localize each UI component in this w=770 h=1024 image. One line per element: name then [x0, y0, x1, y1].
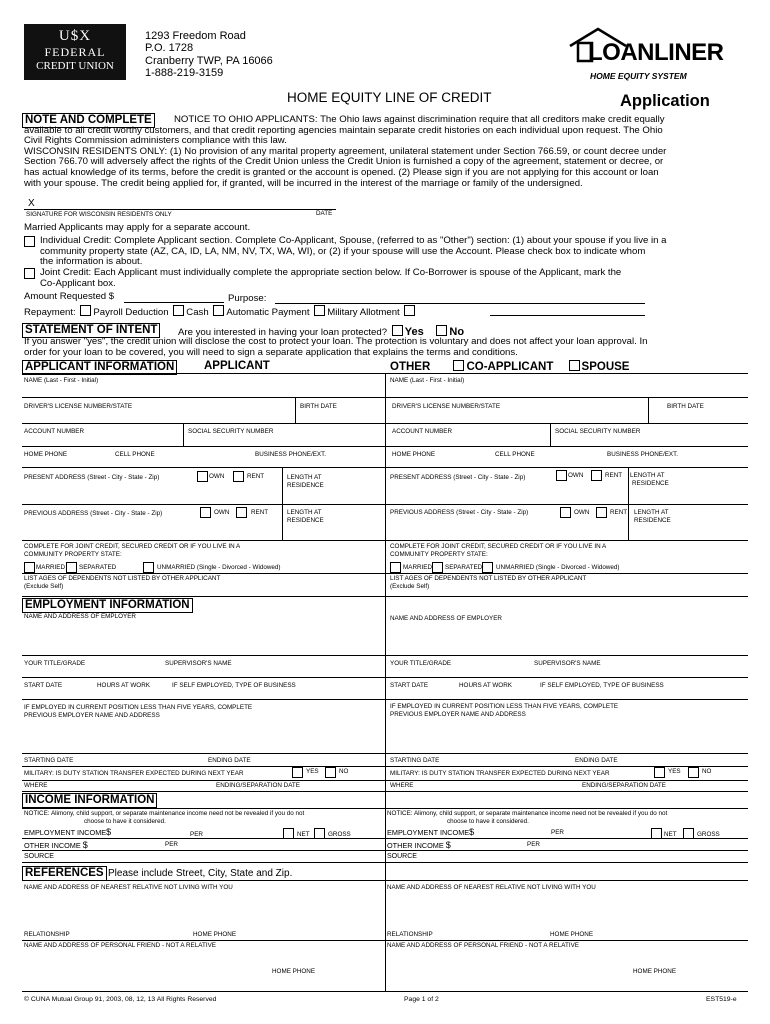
credit-union-address [145, 30, 273, 79]
section-heading-employment: EMPLOYMENT INFORMATION [22, 598, 193, 613]
grid-line [282, 467, 283, 540]
other-business-phone-label: BUSINESS PHONE/EXT. [607, 451, 679, 458]
grid-line [550, 423, 551, 446]
loanliner-logo [568, 26, 743, 84]
joint-line1: Joint Credit: Each Applicant must individually complete the appropriate section below. If Co-Borrower is spouse of the Applicant, mark the [40, 267, 622, 278]
other-present-rent-checkbox[interactable] [591, 470, 602, 481]
other-previous-length-label [634, 509, 671, 524]
grid-line [22, 991, 748, 992]
other-where-label: WHERE [390, 782, 414, 789]
other-ending-date-label: ENDING DATE [575, 757, 618, 764]
applicant-separated-label: SEPARATED [79, 564, 117, 571]
logo-line2: FEDERAL [44, 45, 106, 59]
length-line2: RESIDENCE [287, 481, 324, 489]
other-previous-address-label: PREVIOUS ADDRESS (Street - City - State - Zip) [390, 509, 529, 516]
co-applicant-label: CO-APPLICANT [466, 361, 554, 373]
other-present-length-label [630, 472, 669, 487]
individual-credit-text [40, 236, 745, 268]
dollar-sign: $ [469, 827, 475, 837]
prev-line1: IF EMPLOYED IN CURRENT POSITION LESS THAN FIVE YEARS, COMPLETE [390, 703, 619, 710]
married-applicants-note: Married Applicants may apply for a separate account. [24, 222, 251, 233]
other-ending-sep-label: ENDING/SEPARATION DATE [582, 782, 666, 789]
applicant-separated-checkbox[interactable] [66, 562, 77, 573]
applicant-net-checkbox[interactable] [283, 828, 294, 839]
other-friend-label: NAME AND ADDRESS OF PERSONAL FRIEND - NOT A RELATIVE [387, 942, 579, 949]
length-line2: RESIDENCE [287, 516, 324, 524]
other-net-checkbox[interactable] [651, 828, 662, 839]
applicant-relationship-label: RELATIONSHIP [24, 931, 70, 938]
intent-yes-checkbox[interactable] [392, 325, 403, 336]
individual-credit-checkbox[interactable] [24, 236, 35, 247]
applicant-previous-own-label: OWN [214, 509, 230, 516]
applicant-present-own-label: OWN [209, 473, 225, 480]
applicant-income-notice [24, 810, 304, 825]
applicant-ending-date-label: ENDING DATE [208, 757, 251, 764]
intent-line2: order for your loan to be covered, you will need to sign a separate application that explains the terms and conditions. [24, 346, 518, 358]
applicant-previous-address-label: PREVIOUS ADDRESS (Street - City - State - Zip) [24, 510, 163, 517]
applicant-dependents-label [24, 575, 220, 590]
prev-line2: PREVIOUS EMPLOYER NAME AND ADDRESS [390, 710, 526, 718]
community-line1: COMPLETE FOR JOINT CREDIT, SECURED CREDIT OR IF YOU LIVE IN A [390, 543, 607, 550]
other-military-yes-checkbox[interactable] [654, 767, 665, 778]
applicant-military-yes-label: YES [306, 768, 319, 775]
applicant-per-label: PER [190, 831, 203, 838]
grid-line [648, 397, 649, 423]
applicant-present-rent-label: RENT [247, 473, 265, 480]
length-line2: RESIDENCE [632, 479, 669, 487]
other-separated-checkbox[interactable] [432, 562, 443, 573]
wisconsin-line3: has actual knowledge of its terms, before the credit is granted or the account is opened. (2) Please sign if you are not applying for this account or loan [24, 166, 659, 178]
logo-line1: U$X [58, 28, 92, 44]
payroll-deduction-label: Payroll Deduction [93, 307, 169, 318]
repayment-label: Repayment: [24, 307, 76, 318]
applicant-military-no-checkbox[interactable] [325, 767, 336, 778]
applicant-employer-label: NAME AND ADDRESS OF EMPLOYER [24, 613, 136, 620]
other-start-label: START DATE [390, 682, 429, 689]
amount-requested-field[interactable] [124, 302, 224, 303]
other-cell-phone-label: CELL PHONE [495, 451, 535, 458]
applicant-present-own-checkbox[interactable] [197, 471, 208, 482]
signature-line[interactable] [24, 209, 336, 210]
length-line1: LENGTH AT [630, 472, 665, 479]
applicant-license-label: DRIVER'S LICENSE NUMBER/STATE [24, 403, 133, 410]
applicant-cell-phone-label: CELL PHONE [115, 451, 155, 458]
other-gross-label: GROSS [697, 831, 720, 838]
amount-requested-label: Amount Requested $ [24, 291, 115, 302]
applicant-other-per-label: PER [165, 841, 178, 848]
wisconsin-line4: with your spouse. The credit being applied for, if granted, will be incurred in the interest of the marriage or family of the undersigned. [24, 177, 583, 189]
applicant-friend-label: NAME AND ADDRESS OF PERSONAL FRIEND - NOT A RELATIVE [24, 942, 216, 949]
ohio-line2: available to all credit worthy customers, and that credit reporting agencies maintain separate credit histories on each individual upon request. The Ohio [24, 124, 663, 136]
spouse-checkbox[interactable] [569, 360, 580, 371]
applicant-gross-checkbox[interactable] [314, 828, 325, 839]
other-income-label: OTHER INCOME [24, 841, 81, 850]
copyright: © CUNA Mutual Group 91, 2003, 08, 12, 13 All Rights Reserved [24, 996, 217, 1003]
applicant-ref-home-phone-label: HOME PHONE [193, 931, 237, 938]
applicant-unmarried-checkbox[interactable] [143, 562, 154, 573]
applicant-married-label: MARRIED [36, 564, 66, 571]
dependents-line1: LIST AGES OF DEPENDENTS NOT LISTED BY OTHER APPLICANT [24, 575, 221, 582]
other-prev-employer-label [390, 703, 618, 718]
applicant-emp-income-row [24, 827, 111, 838]
other-ssn-label: SOCIAL SECURITY NUMBER [555, 428, 641, 435]
other-income-notice [387, 810, 667, 825]
dependents-line2: (Exclude Self) [390, 582, 430, 590]
joint-credit-checkbox[interactable] [24, 268, 35, 279]
address-line2: P.O. 1728 [145, 42, 194, 55]
brand-name: LOANLINER [588, 39, 724, 66]
wisconsin-line1: WISCONSIN RESIDENTS ONLY: (1) No provision of any marital property agreement, unilateral statement under Section 766.59, or count decree under [24, 145, 667, 157]
payroll-deduction-checkbox[interactable] [80, 305, 91, 316]
intent-no-checkbox[interactable] [436, 325, 447, 336]
address-line1: 1293 Freedom Road [145, 30, 246, 42]
applicant-account-label: ACCOUNT NUMBER [24, 428, 85, 435]
emp-income-label: EMPLOYMENT INCOME [387, 828, 470, 837]
applicant-community-label [24, 543, 240, 558]
other-friend-phone-label: HOME PHONE [633, 968, 677, 975]
section-heading-references: REFERENCES [22, 866, 107, 881]
other-present-own-label: OWN [568, 472, 584, 479]
page-number: Page 1 of 2 [404, 996, 439, 1003]
applicant-other-income-row [24, 840, 88, 850]
purpose-field[interactable] [275, 303, 645, 304]
form-title: HOME EQUITY LINE OF CREDIT [287, 90, 492, 105]
applicant-birth-label: BIRTH DATE [300, 403, 337, 410]
applicant-present-rent-checkbox[interactable] [233, 471, 244, 482]
applicant-home-phone-label: HOME PHONE [24, 451, 68, 458]
other-account-label: ACCOUNT NUMBER [392, 428, 453, 435]
date-label: DATE [316, 210, 333, 217]
signature-label: SIGNATURE FOR WISCONSIN RESIDENTS ONLY [26, 211, 172, 218]
other-present-rent-label: RENT [605, 472, 623, 479]
grid-line [628, 467, 629, 540]
joint-credit-text [40, 268, 745, 289]
wisconsin-line2: Section 766.70 will adversely affect the rights of the Credit Union unless the Credit Union is furnished a copy of the agreement, statement or decree, or [24, 156, 664, 168]
other-married-checkbox[interactable] [390, 562, 401, 573]
dollar-sign: $ [445, 840, 451, 850]
intent-line1: If you answer "yes", the credit union will disclose the cost to protect your loan. The protection is voluntary and does not affect your loan approval. In [24, 336, 648, 347]
cash-label: Cash [186, 307, 209, 318]
section-heading-applicant: APPLICANT INFORMATION [22, 360, 177, 375]
address-line3: Cranberry TWP, PA 16066 [145, 54, 273, 67]
applicant-previous-own-checkbox[interactable] [200, 507, 211, 518]
form-number: EST519-e [706, 996, 737, 1003]
applicant-military-no-label: NO [339, 768, 349, 775]
other-previous-rent-checkbox[interactable] [596, 507, 607, 518]
applicant-military-label: MILITARY: IS DUTY STATION TRANSFER EXPECTED DURING NEXT YEAR [24, 770, 244, 777]
other-supervisor-label: SUPERVISOR'S NAME [534, 660, 601, 667]
applicant-previous-rent-label: RENT [251, 509, 269, 516]
other-relationship-label: RELATIONSHIP [387, 931, 433, 938]
other-present-address-label: PRESENT ADDRESS (Street - City - State - Zip) [390, 474, 526, 481]
applicant-where-label: WHERE [24, 782, 48, 789]
applicant-name-label: NAME (Last - First - Initial) [24, 377, 99, 384]
grid-line [385, 373, 386, 991]
signature-x: X [28, 198, 35, 209]
spouse-label: SPOUSE [581, 361, 630, 373]
other-other-per-label: PER [527, 841, 540, 848]
applicant-title-label: YOUR TITLE/GRADE [24, 660, 86, 667]
applicant-unmarried-label: UNMARRIED (Single - Divorced - Widowed) [157, 564, 281, 571]
other-net-label: NET [664, 831, 677, 838]
dollar-sign: $ [106, 827, 112, 837]
other-license-label: DRIVER'S LICENSE NUMBER/STATE [392, 403, 501, 410]
applicant-present-address-label: PRESENT ADDRESS (Street - City - State - Zip) [24, 474, 160, 481]
other-unmarried-checkbox[interactable] [482, 562, 493, 573]
applicant-net-label: NET [297, 831, 310, 838]
applicant-ending-sep-label: ENDING/SEPARATION DATE [216, 782, 300, 789]
repayment-row [24, 305, 417, 319]
applicant-col-label: APPLICANT [204, 360, 270, 372]
cash-checkbox[interactable] [173, 305, 184, 316]
intent-question: Are you interested in having your loan protected? [178, 327, 388, 338]
other-name-label: NAME (Last - First - Initial) [390, 377, 465, 384]
grid-line [295, 397, 296, 423]
other-repayment-checkbox[interactable] [404, 305, 415, 316]
other-self-label: IF SELF EMPLOYED, TYPE OF BUSINESS [540, 682, 664, 689]
other-separated-label: SEPARATED [445, 564, 483, 571]
references-instruction: Please include Street, City, State and Zip. [108, 868, 293, 879]
ohio-line3: Civil Rights Commission administers compliance with this law. [24, 135, 287, 147]
community-line2: COMMUNITY PROPERTY STATE: [24, 550, 122, 558]
other-col-header [390, 360, 629, 373]
grid-line [183, 423, 184, 446]
applicant-relative-label: NAME AND ADDRESS OF NEAREST RELATIVE NOT LIVING WITH YOU [24, 884, 233, 891]
ohio-line1: NOTICE TO OHIO APPLICANTS: The Ohio laws against discrimination require that all creditors make credit equally [174, 114, 665, 125]
applicant-previous-rent-checkbox[interactable] [236, 507, 247, 518]
intent-yes-label: Yes [404, 326, 424, 338]
other-previous-rent-label: RENT [610, 509, 628, 516]
section-heading-income: INCOME INFORMATION [22, 793, 157, 808]
notice-line2: choose to have it considered. [84, 817, 166, 825]
other-community-label [390, 543, 606, 558]
other-birth-label: BIRTH DATE [667, 403, 704, 410]
prev-line2: PREVIOUS EMPLOYER NAME AND ADDRESS [24, 711, 160, 719]
other-income-label: OTHER INCOME [387, 841, 444, 850]
other-title-label: YOUR TITLE/GRADE [390, 660, 452, 667]
brand-tagline: HOME EQUITY SYSTEM [590, 71, 687, 81]
applicant-starting-date-label: STARTING DATE [24, 757, 74, 764]
other-label: OTHER [390, 361, 431, 373]
community-line1: COMPLETE FOR JOINT CREDIT, SECURED CREDIT OR IF YOU LIVE IN A [24, 543, 241, 550]
automatic-payment-label: Automatic Payment [226, 307, 310, 318]
joint-line2: Co-Applicant box. [40, 277, 116, 289]
length-line1: LENGTH AT [634, 509, 669, 516]
purpose-label: Purpose: [228, 293, 267, 304]
individual-line3: the information is about. [40, 256, 143, 268]
applicant-hours-label: HOURS AT WORK [97, 682, 150, 689]
other-ref-home-phone-label: HOME PHONE [550, 931, 594, 938]
individual-line1: Individual Credit: Complete Applicant section. Complete Co-Applicant, Spouse, (referred to as "Other") section: (1) about your spouse if you live in a [40, 235, 667, 246]
length-line1: LENGTH AT [287, 474, 322, 481]
other-home-phone-label: HOME PHONE [392, 451, 436, 458]
other-military-no-label: NO [702, 768, 712, 775]
other-present-own-checkbox[interactable] [556, 470, 567, 481]
notice-line2: choose to have it considered. [447, 817, 529, 825]
other-emp-income-row [387, 827, 474, 838]
applicant-previous-length-label [287, 509, 324, 524]
other-starting-date-label: STARTING DATE [390, 757, 440, 764]
applicant-friend-phone-label: HOME PHONE [272, 968, 316, 975]
other-dependents-label [390, 575, 586, 590]
other-source-label: SOURCE [387, 853, 417, 860]
applicant-business-phone-label: BUSINESS PHONE/EXT. [255, 451, 327, 458]
phone-number: 1-888-219-3159 [145, 66, 224, 79]
other-military-no-checkbox[interactable] [688, 767, 699, 778]
section-heading-intent: STATEMENT OF INTENT [22, 323, 160, 338]
community-line2: COMMUNITY PROPERTY STATE: [390, 550, 488, 558]
other-other-income-row [387, 840, 451, 850]
notice-line1: NOTICE: Alimony, child support, or separate maintenance income need not be revealed if you do not [24, 810, 305, 817]
ohio-notice [24, 115, 744, 189]
other-gross-checkbox[interactable] [683, 828, 694, 839]
dependents-line1: LIST AGES OF DEPENDENTS NOT LISTED BY OTHER APPLICANT [390, 575, 587, 582]
other-military-label: MILITARY: IS DUTY STATION TRANSFER EXPECTED DURING NEXT YEAR [390, 770, 610, 777]
other-employer-label: NAME AND ADDRESS OF EMPLOYER [390, 615, 502, 622]
military-allotment-checkbox[interactable] [314, 305, 325, 316]
other-military-yes-label: YES [668, 768, 681, 775]
other-previous-own-checkbox[interactable] [560, 507, 571, 518]
intent-no-label: No [449, 326, 465, 338]
applicant-prev-employer-label [24, 704, 252, 719]
other-per-label: PER [551, 829, 564, 836]
prev-line1: IF EMPLOYED IN CURRENT POSITION LESS THAN FIVE YEARS, COMPLETE [24, 704, 253, 711]
emp-income-label: EMPLOYMENT INCOME [24, 828, 107, 837]
other-previous-own-label: OWN [574, 509, 590, 516]
other-married-label: MARRIED [403, 564, 433, 571]
repayment-other-line [490, 315, 645, 316]
notice-line1: NOTICE: Alimony, child support, or separate maintenance income need not be revealed if you do not [387, 810, 668, 817]
length-line2: RESIDENCE [634, 516, 671, 524]
applicant-ssn-label: SOCIAL SECURITY NUMBER [188, 428, 274, 435]
applicant-present-length-label [287, 474, 324, 489]
military-allotment-label: Military Allotment [327, 307, 400, 318]
applicant-supervisor-label: SUPERVISOR'S NAME [165, 660, 232, 667]
dollar-sign: $ [82, 840, 88, 850]
other-relative-label: NAME AND ADDRESS OF NEAREST RELATIVE NOT LIVING WITH YOU [387, 884, 596, 891]
dependents-line2: (Exclude Self) [24, 582, 64, 590]
credit-union-logo [24, 24, 126, 80]
applicant-source-label: SOURCE [24, 853, 54, 860]
logo-line3: CREDIT UNION [36, 60, 114, 72]
section-heading-note: NOTE AND COMPLETE [22, 113, 155, 128]
applicant-gross-label: GROSS [328, 831, 351, 838]
applicant-self-label: IF SELF EMPLOYED, TYPE OF BUSINESS [172, 682, 296, 689]
co-applicant-checkbox[interactable] [453, 360, 464, 371]
individual-line2: community property state (AZ, CA, ID, LA, NM, NV, TX, WA, WI), or (2) if your spouse will use the Account. Please check box to indicate whom [40, 245, 646, 257]
applicant-married-checkbox[interactable] [24, 562, 35, 573]
other-hours-label: HOURS AT WORK [459, 682, 512, 689]
applicant-military-yes-checkbox[interactable] [292, 767, 303, 778]
automatic-payment-checkbox[interactable] [213, 305, 224, 316]
applicant-start-label: START DATE [24, 682, 63, 689]
application-label: Application [620, 92, 710, 110]
other-unmarried-label: UNMARRIED (Single - Divorced - Widowed) [496, 564, 620, 571]
intent-disclosure [24, 337, 749, 358]
length-line1: LENGTH AT [287, 509, 322, 516]
